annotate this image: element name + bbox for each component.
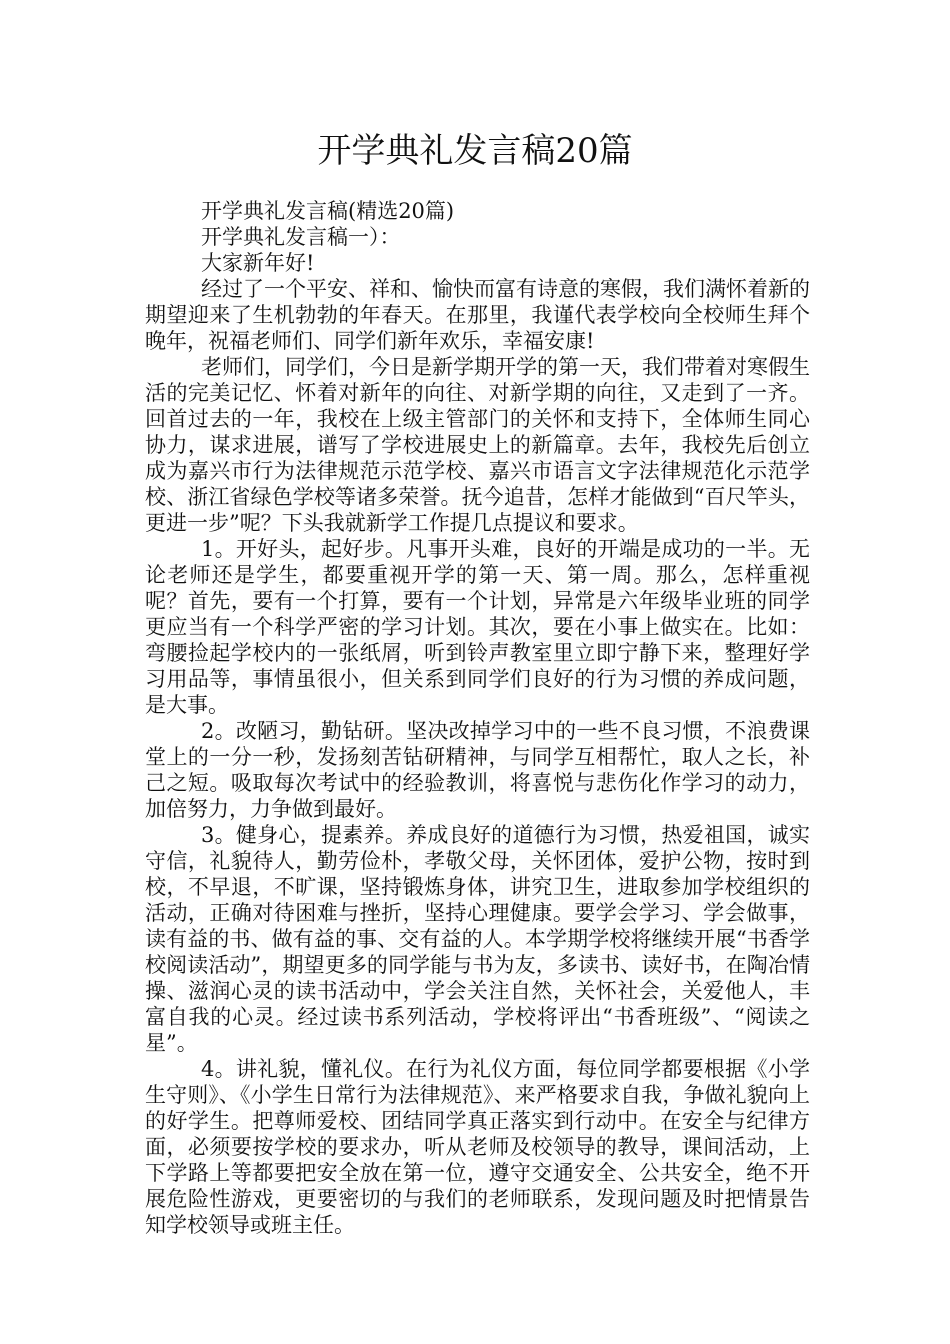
document-title: 开学典礼发言稿20篇 xyxy=(317,131,633,171)
paragraph: 经过了一个平安、祥和、愉快而富有诗意的寒假，我们满怀着新的期望迎来了生机勃勃的年春天。在那里，我谨代表学校向全校师生拜个晚年，祝福老师们、同学们新年欢乐，幸福安康! xyxy=(145,277,810,353)
document-body xyxy=(145,198,810,1238)
paragraph: 4。讲礼貌，懂礼仪。在行为礼仪方面，每位同学都要根据《小学生守则》、《小学生日常行为法律规范》、来严格要求自我，争做礼貌向上的好学生。把尊师爱校、团结同学真正落实到行动中。在安全与纪律方面，必须要按学校的要求办，听从老师及校领导的教导，课间活动，上下学路上等都要把安全放在第一位，遵守交通安全、公共安全，绝不开展危险性游戏，更要密切的与我们的老师联系，发现问题及时把情景告知学校领导或班主任。 xyxy=(145,1057,810,1237)
section-heading: 开学典礼发言稿一）： xyxy=(201,225,401,249)
document-subtitle: 开学典礼发言稿(精选20篇) xyxy=(201,199,455,223)
paragraph: 2。改陋习，勤钻研。坚决改掉学习中的一些不良习惯，不浪费课堂上的一分一秒，发扬刻苦钻研精神，与同学互相帮忙，取人之长，补己之短。吸取每次考试中的经验教训，将喜悦与悲伤化作学习的动力，加倍努力，力争做到最好。 xyxy=(145,719,810,821)
paragraph: 3。健身心，提素养。养成良好的道德行为习惯，热爱祖国，诚实守信，礼貌待人，勤劳俭朴，孝敬父母，关怀团体，爱护公物，按时到校，不早退，不旷课，坚持锻炼身体，讲究卫生，进取参加学校组织的活动，正确对待困难与挫折，坚持心理健康。要学会学习、学会做事，读有益的书、做有益的事、交有益的人。本学期学校将继续开展“书香学校阅读活动”，期望更多的同学能与书为友，多读书、读好书，在陶冶情操、滋润心灵的读书活动中，学会关注自然，关怀社会，关爱他人，丰富自我的心灵。经过读书系列活动，学校将评出“书香班级”、“阅读之星”。 xyxy=(145,823,810,1055)
paragraph: 老师们，同学们，今日是新学期开学的第一天，我们带着对寒假生活的完美记忆、怀着对新年的向往、对新学期的向往，又走到了一齐。回首过去的一年，我校在上级主管部门的关怀和支持下，全体师生同心协力，谋求进展，谱写了学校进展史上的新篇章。去年，我校先后创立成为嘉兴市行为法律规范示范学校、嘉兴市语言文字法律规范化示范学校、浙江省绿色学校等诸多荣誉。抚今追昔，怎样才能做到“百尺竿头，更进一步”呢？下头我就新学工作提几点提议和要求。 xyxy=(145,355,810,535)
greeting: 大家新年好! xyxy=(201,251,315,275)
paragraph: 1。开好头，起好步。凡事开头难，良好的开端是成功的一半。无论老师还是学生，都要重视开学的第一天、第一周。那么，怎样重视呢？首先，要有一个打算，要有一个计划，异常是六年级毕业班的同学更应当有一个科学严密的学习计划。其次，要在小事上做实在。比如：弯腰捡起学校内的一张纸屑，听到铃声教室里立即宁静下来，整理好学习用品等，事情虽很小，但关系到同学们良好的行为习惯的养成问题，是大事。 xyxy=(145,537,810,717)
